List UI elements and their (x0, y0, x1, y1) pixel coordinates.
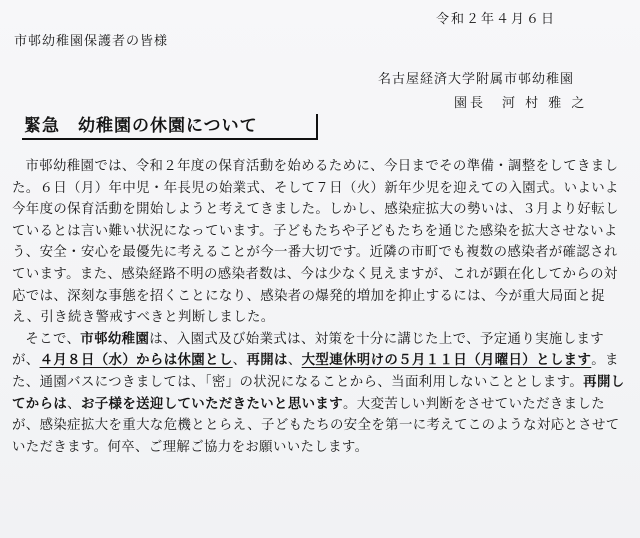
paragraph-2-text: 、 (287, 353, 302, 369)
reopen-label: 再開は (246, 353, 288, 369)
paragraph-2-text: 。また、通園バスにつきましては、「密」の状況になることから、当面利用しないこととします。 (12, 353, 619, 390)
after-reopen-emphasis: 再開してからは (12, 374, 625, 412)
paragraph-2 (12, 329, 628, 459)
issue-date: 令和２年４月６日 (436, 12, 557, 27)
paragraph-1: 市邨幼稚園では、令和２年度の保育活動を始めるために、今日までその準備・調整をしてきました。６日（月）年中児・年長児の始業式、そして７日（火）新年少児を迎えての入園式。いよいよ今年度の保育活動を開始しようと考えてきました。しかし、感染症拡大の勢いは、３月より好転しているとは言い難い状況になっています。子どもたちや子どもたちを通じた感染を拡大させないよう、安全・安心を最優先に考えることが今一番大切です。近隣の市町でも複数の感染者が確認されています。また、感染経路不明の感染者数は、今は少なく見えますが、これが顕在化してからの対応では、深刻な事態を招くことになり、感染者の爆発的増加を抑止するには、今が重大局面と捉え、引き続き警戒すべきと判断しました。 (12, 159, 619, 326)
paragraph-2-text: 。大変苦しい判断をさせていただきましたが、感染症拡大を重大な危機ととらえ、子どもたちの安全を第一に考えてこのような対応とさせていただきます。何卒、ご理解ご協力をお願いいたします。 (12, 396, 620, 455)
notice-body (12, 156, 628, 458)
notice-title: 緊急 幼稚園の休園について (22, 114, 318, 140)
closure-start-emphasis: ４月８日（水）からは休園とし (39, 353, 233, 369)
pickup-request-emphasis: お子様を送迎していただきたいと思います (80, 396, 343, 412)
school-name: 名古屋経済大学附属市邨幼稚園 (378, 72, 575, 87)
addressee: 市邨幼稚園保護者の皆様 (14, 34, 169, 49)
school-emphasis: 市邨幼稚園 (80, 331, 150, 347)
principal-name: 園長 河 村 雅 之 (454, 96, 588, 111)
paragraph-2-text: 、 (232, 353, 247, 369)
paragraph-2-text: は、入園式及び始業式は、対策を十分に講じた上で、予定通り実施しますが、 (12, 331, 605, 369)
paragraph-2-text: そこで、 (25, 331, 81, 347)
paragraph-2-text: 、 (67, 396, 81, 412)
reopen-date-emphasis: 大型連休明けの５月１１日（月曜日）とします (301, 353, 592, 369)
